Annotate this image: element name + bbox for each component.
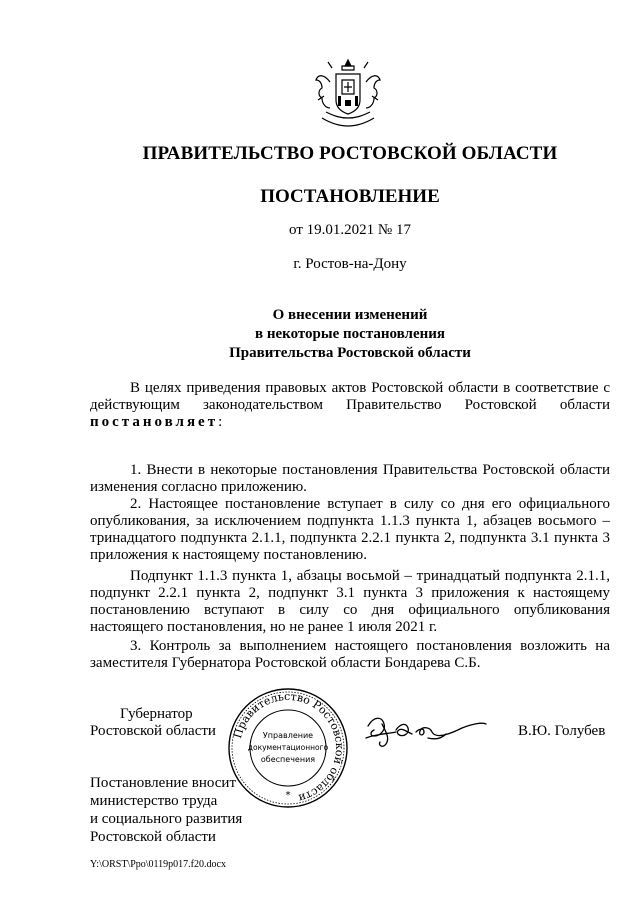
signer-name: В.Ю. Голубев	[518, 723, 606, 739]
paragraph-3: 3. Контроль за выполнением настоящего постановления возложить на заместителя Губернатора Ростовской области Бондарева С.Б.	[90, 638, 610, 671]
preamble	[90, 380, 610, 431]
title-line: в некоторые постановления	[254, 326, 446, 342]
stamp-center-line: документационного	[247, 743, 329, 752]
official-stamp	[226, 686, 350, 810]
document-title	[0, 306, 640, 363]
file-path: Y:\ORST\Ppo\0119p017.f20.docx	[90, 859, 226, 870]
decree-word: постановляет	[90, 414, 219, 430]
title-line: Правительства Ростовской области	[229, 345, 471, 361]
submitted-by-line: и социального развития	[90, 811, 243, 827]
date-number: от 19.01.2021 № 17	[289, 222, 411, 238]
stamp-star: *	[285, 790, 291, 801]
submitted-by-line: Постановление вносит	[90, 775, 237, 791]
submitted-by	[90, 774, 242, 846]
city: г. Ростов-на-Дону	[293, 256, 407, 272]
signer-region: Ростовской области	[90, 723, 216, 739]
coat-of-arms-icon	[312, 56, 384, 130]
stamp-ring-text: Правительство Ростовской области	[231, 689, 347, 805]
stamp-center-line: обеспечения	[260, 755, 316, 764]
title-line: О внесении изменений	[272, 307, 428, 323]
paragraph-2: 2. Настоящее постановление вступает в силу со дня его официального опубликования, за исключением подпункта 1.1.3 пункта 1, абзацев восьмого – тринадцатого подпункта 2.1.1, подпункта 2.2.1 пункта 2, подпункта 3.1 пункта 3 приложения к настоящему постановлению.	[90, 496, 610, 563]
paragraph-2-sub: Подпункт 1.1.3 пункта 1, абзацы восьмой – тринадцатый подпункта 2.1.1, подпункт 2.2.1 пункта 2, подпункт 3.1 пункта 3 приложения к настоящему постановлению вступают в силу со дня официального опубликования настоящего постановления, но не ранее 1 июля 2021 г.	[90, 568, 610, 635]
preamble-text: В целях приведения правовых актов Ростовской области в соответствие с действующим законодательством Правительство Ростовской области	[90, 380, 610, 413]
preamble-colon: :	[218, 414, 223, 430]
stamp-center-line: Управление	[262, 731, 314, 740]
document-type: ПОСТАНОВЛЕНИЕ	[260, 186, 440, 207]
submitted-by-line: Ростовской области	[90, 829, 216, 845]
organization-name: ПРАВИТЕЛЬСТВО РОСТОВСКОЙ ОБЛАСТИ	[142, 143, 558, 164]
handwritten-signature	[362, 708, 492, 752]
submitted-by-line: министерство труда	[90, 793, 218, 809]
signer-position: Губернатор	[120, 706, 193, 722]
paragraph-1: 1. Внести в некоторые постановления Правительства Ростовской области изменения согласно приложению.	[90, 462, 610, 495]
